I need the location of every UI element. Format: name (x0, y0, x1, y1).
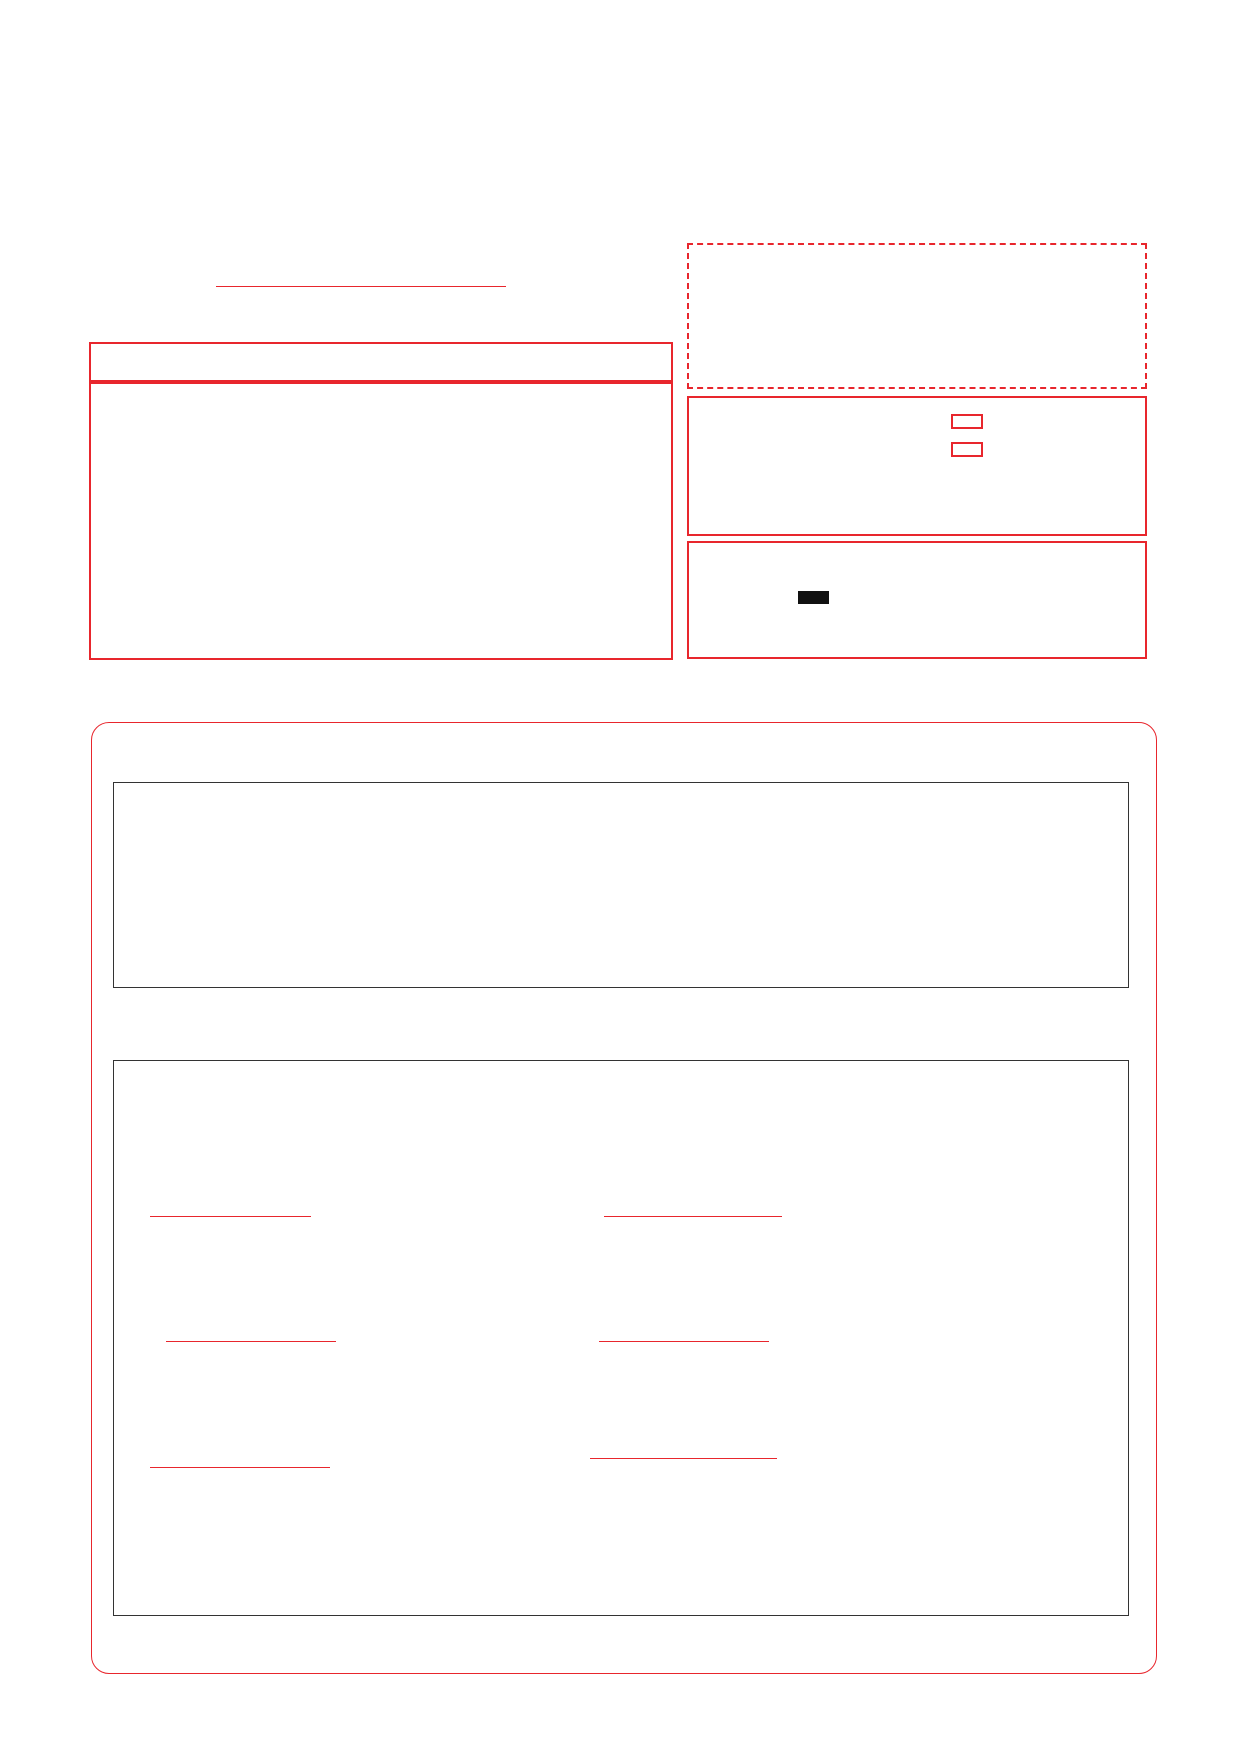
name-field[interactable] (216, 286, 506, 287)
absent-mark-box[interactable] (951, 414, 983, 429)
notice-box (89, 382, 673, 660)
answer-blank[interactable] (590, 1458, 777, 1459)
answer-blank[interactable] (166, 1341, 336, 1342)
choice-section-box (113, 782, 1129, 988)
fill-section-box (113, 1060, 1129, 1616)
proctor-only-box (687, 396, 1147, 536)
answer-blank[interactable] (150, 1216, 311, 1217)
correct-fill-mark (798, 591, 829, 604)
fill-sample-box (687, 541, 1147, 659)
notice-title (89, 342, 673, 382)
answer-blank[interactable] (150, 1467, 330, 1468)
top-timing-marks (78, 58, 1174, 82)
violation-mark-box[interactable] (951, 442, 983, 457)
answer-blank[interactable] (599, 1341, 769, 1342)
answer-blank[interactable] (604, 1216, 782, 1217)
barcode-area (687, 243, 1147, 389)
